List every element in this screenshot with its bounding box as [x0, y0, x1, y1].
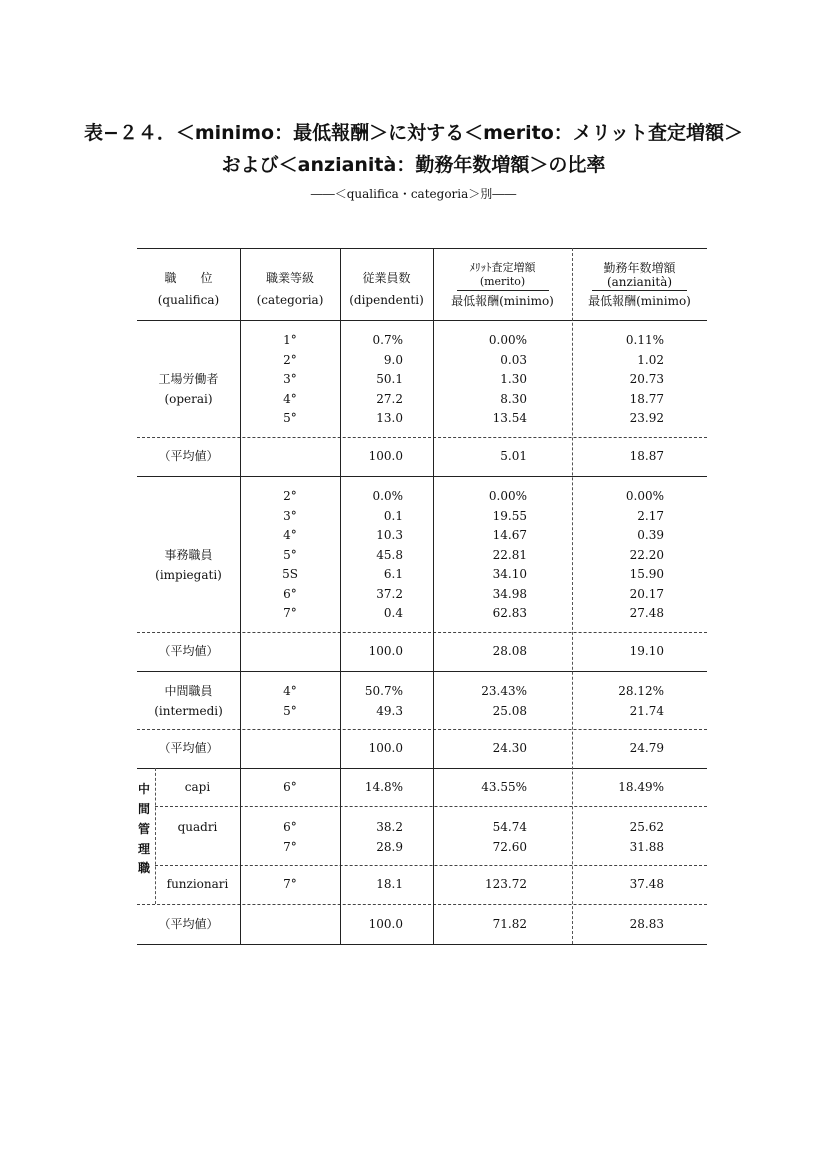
vertical-label-char: 間 — [137, 802, 150, 816]
group-label-jp: 中間職員 — [164, 684, 213, 698]
merito-cell: 0.03 — [500, 352, 527, 367]
categoria-cell: 6° — [283, 586, 297, 601]
header-dipendenti-jp: 従業員数 — [362, 271, 411, 285]
anzianita-cell: 18.49% — [618, 780, 664, 794]
header-qualifica-it: (qualifica) — [157, 293, 220, 307]
anzianita-cell: 2.17 — [637, 508, 664, 523]
categoria-cell: 6° — [283, 780, 297, 794]
merito-cell: 123.72 — [485, 877, 527, 891]
dipendenti-cell: 14.8% — [364, 780, 403, 794]
anzianita-cell: 20.73 — [629, 372, 664, 386]
categoria-cell: 3° — [283, 508, 297, 523]
dipendenti-cell: 28.9 — [376, 839, 403, 854]
avg-merito: 71.82 — [492, 917, 527, 931]
group-label-jp: 事務職員 — [164, 548, 213, 562]
categoria-cell: 4° — [283, 528, 297, 542]
avg-label: （平均値） — [158, 741, 219, 755]
avg-label: （平均値） — [158, 644, 219, 658]
header-categoria-it: (categoria) — [256, 293, 324, 307]
header-merito-den: 最低報酬(minimo) — [451, 294, 554, 308]
categoria-cell: 5° — [283, 411, 297, 425]
categoria-cell: 7° — [283, 606, 297, 620]
categoria-cell: 2° — [283, 352, 297, 367]
avg-anzianita: 24.79 — [629, 741, 664, 755]
subgroup-label-capi: capi — [184, 780, 211, 794]
vertical-label-char: 理 — [137, 842, 150, 856]
merito-cell: 25.08 — [492, 703, 527, 718]
merito-cell: 19.55 — [492, 508, 527, 523]
header-anzianita-it: (anzianità) — [606, 275, 673, 289]
vertical-label-char: 職 — [137, 861, 150, 875]
merito-cell: 43.55% — [481, 780, 527, 794]
dipendenti-cell: 0.4 — [383, 606, 403, 620]
categoria-cell: 7° — [283, 877, 297, 891]
table-subtitle: ――＜qualifica・categoria＞別―― — [310, 187, 517, 201]
avg-anzianita: 28.83 — [629, 917, 664, 931]
ratio-table — [137, 248, 707, 945]
header-anzianita-den: 最低報酬(minimo) — [588, 294, 691, 308]
merito-cell: 14.67 — [492, 528, 527, 542]
categoria-cell: 5° — [283, 703, 297, 718]
header-dipendenti-it: (dipendenti) — [349, 293, 424, 307]
categoria-cell: 6° — [283, 820, 297, 834]
avg-dipendenti: 100.0 — [368, 644, 403, 658]
merito-cell: 0.00% — [488, 333, 527, 347]
group-label-jp: 工場労働者 — [158, 372, 219, 386]
group-label-it: (intermedi) — [154, 704, 223, 718]
table-title-line2: および＜anzianità：勤務年数増額＞の比率 — [221, 154, 606, 176]
avg-anzianita: 18.87 — [629, 449, 664, 463]
header-merito-jp: ﾒﾘｯﾄ査定増額 — [469, 261, 536, 274]
anzianita-cell: 0.39 — [637, 528, 664, 542]
dipendenti-cell: 0.7% — [372, 333, 403, 347]
dipendenti-cell: 0.1 — [383, 508, 403, 523]
avg-anzianita: 19.10 — [629, 644, 664, 658]
anzianita-cell: 0.00% — [625, 489, 664, 503]
vertical-label-char: 中 — [137, 782, 150, 796]
dipendenti-cell: 45.8 — [376, 547, 403, 562]
vertical-label-char: 管 — [137, 822, 150, 836]
dipendenti-cell: 49.3 — [376, 703, 403, 718]
anzianita-cell: 0.11% — [625, 333, 664, 347]
dipendenti-cell: 0.0% — [372, 489, 403, 503]
subgroup-label-funzionari: funzionari — [166, 877, 229, 891]
table-title-line1: 表−２４．＜minimo：最低報酬＞に対する＜merito：メリット査定増額＞ — [83, 122, 744, 144]
dipendenti-cell: 9.0 — [383, 352, 403, 367]
anzianita-cell: 18.77 — [629, 391, 664, 406]
merito-cell: 34.10 — [492, 567, 527, 581]
avg-merito: 5.01 — [500, 449, 527, 463]
header-anzianita-jp: 勤務年数増額 — [603, 261, 676, 275]
merito-cell: 0.00% — [488, 489, 527, 503]
categoria-cell: 5S — [282, 567, 298, 581]
group-label-it: (impiegati) — [155, 568, 222, 582]
dipendenti-cell: 38.2 — [376, 820, 403, 834]
dipendenti-cell: 18.1 — [376, 877, 403, 891]
merito-cell: 22.81 — [492, 547, 527, 562]
dipendenti-cell: 50.7% — [364, 684, 403, 698]
anzianita-cell: 28.12% — [618, 684, 664, 698]
anzianita-cell: 20.17 — [629, 586, 664, 601]
avg-merito: 28.08 — [492, 644, 527, 658]
anzianita-cell: 1.02 — [637, 352, 664, 367]
header-qualifica-jp: 職 位 — [164, 271, 213, 285]
categoria-cell: 3° — [283, 372, 297, 386]
dipendenti-cell: 27.2 — [376, 391, 403, 406]
merito-cell: 72.60 — [492, 839, 527, 854]
dipendenti-cell: 6.1 — [383, 567, 403, 581]
subgroup-label-quadri: quadri — [177, 820, 218, 834]
merito-cell: 23.43% — [481, 684, 527, 698]
merito-cell: 34.98 — [492, 586, 527, 601]
categoria-cell: 4° — [283, 391, 297, 406]
avg-label: （平均値） — [158, 449, 219, 463]
dipendenti-cell: 10.3 — [376, 528, 403, 542]
dipendenti-cell: 50.1 — [376, 372, 403, 386]
categoria-cell: 7° — [283, 839, 297, 854]
categoria-cell: 2° — [283, 489, 297, 503]
group-label-it: (operai) — [164, 392, 213, 406]
avg-dipendenti: 100.0 — [368, 449, 403, 463]
merito-cell: 13.54 — [492, 411, 527, 425]
avg-dipendenti: 100.0 — [368, 917, 403, 931]
dipendenti-cell: 13.0 — [376, 411, 403, 425]
anzianita-cell: 22.20 — [629, 547, 664, 562]
anzianita-cell: 25.62 — [629, 820, 664, 834]
header-merito-it: (merito) — [479, 275, 526, 288]
merito-cell: 54.74 — [492, 820, 527, 834]
merito-cell: 1.30 — [500, 372, 527, 386]
avg-dipendenti: 100.0 — [368, 741, 403, 755]
header-categoria-jp: 職業等級 — [265, 271, 314, 285]
anzianita-cell: 27.48 — [629, 606, 664, 620]
categoria-cell: 5° — [283, 547, 297, 562]
anzianita-cell: 15.90 — [629, 567, 664, 581]
anzianita-cell: 23.92 — [629, 411, 664, 425]
avg-label: （平均値） — [158, 917, 219, 931]
anzianita-cell: 31.88 — [629, 839, 664, 854]
merito-cell: 8.30 — [500, 391, 527, 406]
anzianita-cell: 21.74 — [629, 703, 664, 718]
merito-cell: 62.83 — [492, 606, 527, 620]
dipendenti-cell: 37.2 — [376, 586, 403, 601]
avg-merito: 24.30 — [492, 741, 527, 755]
anzianita-cell: 37.48 — [629, 877, 664, 891]
categoria-cell: 4° — [283, 684, 297, 698]
categoria-cell: 1° — [283, 333, 297, 347]
